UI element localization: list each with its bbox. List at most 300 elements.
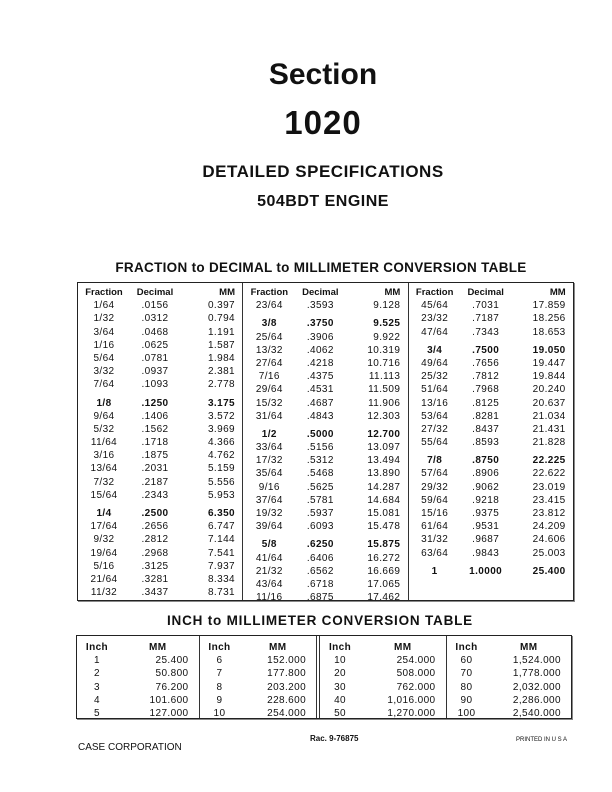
table-row (78, 489, 242, 502)
table-row (447, 681, 571, 694)
decimal-cell: .0937 (141, 366, 169, 378)
decimal-cell: .8281 (472, 410, 500, 422)
fraction-cell: 5/32 (93, 423, 115, 435)
decimal-cell: .3593 (306, 300, 334, 312)
mm-cell: 17.065 (367, 578, 401, 590)
fraction-cell: 55/64 (421, 437, 449, 449)
table-row (243, 507, 407, 520)
table-header-row (77, 641, 199, 654)
table-row (409, 383, 573, 396)
mm-cell: 2,540.000 (512, 707, 561, 719)
fraction-cell: 41/64 (255, 552, 283, 564)
table-row (409, 494, 573, 507)
table-row (78, 560, 242, 573)
table-row (320, 694, 445, 707)
mm-cell: 76.200 (155, 681, 189, 693)
mm-cell: 4.366 (207, 437, 235, 449)
mm-cell: 1.191 (207, 326, 235, 338)
table-row (447, 694, 571, 707)
mm-cell: 15.875 (367, 539, 401, 551)
decimal-cell: .9218 (472, 494, 500, 506)
mm-cell: 7.541 (207, 547, 235, 559)
table-row (243, 344, 407, 357)
table-row (78, 339, 242, 352)
fraction-cell: 19/32 (255, 508, 283, 519)
fraction-cell: 15/64 (90, 489, 118, 501)
mm-cell: 13.890 (367, 468, 401, 480)
fraction-cell: 7/16 (258, 371, 280, 383)
decimal-cell: .7812 (472, 371, 500, 383)
fraction-cell: 29/32 (421, 481, 449, 493)
mm-cell: 152.000 (267, 655, 307, 667)
fraction-cell: 15/16 (421, 508, 449, 519)
inch-cell: 6 (216, 655, 223, 667)
mm-cell: 5.556 (207, 476, 235, 488)
table-row (78, 365, 242, 378)
fraction-cell: 51/64 (421, 384, 449, 396)
section-label: Section (268, 58, 378, 91)
mm-cell: 24.209 (532, 521, 566, 533)
decimal-cell: .0781 (141, 352, 169, 364)
fraction-cell: 59/64 (421, 494, 449, 506)
fraction-cell: 49/64 (421, 357, 449, 369)
fraction-column (243, 283, 408, 604)
mm-cell: 254.000 (396, 655, 436, 667)
fraction-cell: 5/16 (93, 560, 115, 572)
table-row (77, 694, 199, 707)
table-row (78, 397, 242, 410)
fraction-cell: 13/16 (421, 397, 449, 409)
mm-cell: 19.447 (532, 357, 566, 369)
inch-cell: 40 (334, 694, 347, 706)
mm-cell: 228.600 (267, 694, 307, 706)
column-header: Inch (85, 642, 109, 653)
fraction-cell: 47/64 (421, 326, 449, 338)
inch-cell: 70 (460, 668, 473, 680)
table-row (200, 654, 317, 667)
table-row (243, 481, 407, 494)
decimal-cell: .1250 (141, 397, 169, 409)
decimal-cell: .7656 (472, 357, 500, 369)
fraction-cell: 11/32 (90, 587, 118, 599)
decimal-cell: .7500 (472, 344, 500, 356)
fraction-cell: 57/64 (421, 468, 449, 480)
fraction-cell: 1/2 (261, 428, 277, 440)
inch-cell: 9 (216, 694, 223, 706)
table-row (243, 538, 407, 551)
mm-cell: 22.225 (532, 455, 566, 467)
fraction-cell: 9/64 (93, 410, 115, 422)
decimal-cell: .9843 (472, 547, 500, 559)
fraction-cell: 27/32 (421, 423, 449, 435)
mm-cell: 20.240 (532, 384, 566, 396)
decimal-cell: .4531 (306, 384, 334, 396)
decimal-cell: .7968 (472, 384, 500, 396)
mm-cell: 19.050 (532, 344, 566, 356)
decimal-cell: .8750 (472, 455, 500, 467)
mm-cell: 1,524.000 (512, 655, 561, 667)
mm-cell: 5.159 (207, 463, 235, 475)
inch-cell: 4 (94, 694, 100, 706)
decimal-cell: .8437 (472, 423, 500, 435)
fraction-cell: 3/16 (93, 450, 115, 462)
decimal-cell: .4843 (306, 410, 334, 422)
decimal-cell: .4062 (306, 344, 334, 356)
mm-cell: 2.381 (207, 366, 235, 378)
table-header-row (447, 641, 571, 654)
inch-cell: 3 (94, 681, 100, 693)
table-row (409, 299, 573, 312)
table-row (243, 331, 407, 344)
decimal-cell: .5000 (306, 428, 334, 440)
table-row (409, 481, 573, 494)
decimal-cell: .5781 (306, 494, 334, 506)
table-row (78, 312, 242, 325)
mm-cell: 14.287 (367, 481, 401, 493)
table-row (243, 428, 407, 441)
inch-cell: 5 (94, 707, 100, 719)
fraction-cell: 23/64 (255, 300, 283, 312)
decimal-cell: .9375 (472, 508, 500, 519)
table-row (243, 591, 407, 604)
table-row (78, 586, 242, 599)
fraction-cell: 19/64 (90, 547, 118, 559)
fraction-table-title: FRACTION to DECIMAL to MILLIMETER CONVERSION TABLE (115, 260, 527, 275)
decimal-cell: .3281 (141, 573, 169, 585)
table-row (78, 352, 242, 365)
inch-column (447, 636, 571, 718)
mm-cell: 8.334 (207, 573, 235, 585)
fraction-cell: 3/4 (427, 344, 443, 356)
table-row (78, 520, 242, 533)
mm-cell: 1.587 (207, 339, 235, 351)
fraction-column (78, 283, 243, 600)
mm-cell: 10.716 (367, 357, 401, 369)
decimal-cell: .2031 (141, 463, 169, 475)
table-row (320, 667, 445, 680)
table-row (78, 476, 242, 489)
inch-cell: 10 (213, 707, 226, 719)
inch-cell: 30 (334, 681, 347, 693)
mm-cell: 1,016.000 (387, 694, 436, 706)
decimal-cell: .5468 (306, 468, 334, 480)
decimal-cell: .4218 (306, 357, 334, 369)
printed-in-usa: PRINTED IN U S A (516, 737, 568, 743)
column-header: Fraction (250, 287, 289, 298)
table-row (243, 565, 407, 578)
fraction-cell: 25/64 (255, 331, 283, 343)
fraction-cell: 3/8 (261, 318, 277, 330)
mm-cell: 23.019 (532, 481, 566, 493)
table-row (243, 520, 407, 533)
mm-cell: 16.669 (367, 565, 401, 577)
fraction-cell: 1 (431, 565, 438, 577)
table-row (320, 707, 445, 720)
mm-cell: 203.200 (267, 681, 307, 693)
table-row (409, 533, 573, 546)
mm-cell: 2,032.000 (512, 681, 561, 693)
mm-cell: 21.828 (532, 437, 566, 449)
mm-cell: 12.700 (367, 428, 401, 440)
mm-cell: 21.431 (532, 423, 566, 435)
table-row (409, 547, 573, 560)
column-header: MM (149, 642, 167, 653)
mm-cell: 254.000 (267, 707, 307, 719)
fraction-cell: 23/32 (421, 313, 449, 325)
fraction-cell: 15/32 (255, 397, 283, 409)
fraction-cell: 37/64 (255, 494, 283, 506)
inch-cell: 20 (334, 668, 347, 680)
fraction-cell: 5/64 (93, 352, 115, 364)
fraction-cell: 45/64 (421, 300, 449, 312)
fraction-cell: 1/64 (93, 300, 115, 312)
mm-cell: 17.462 (367, 592, 401, 604)
fraction-cell: 9/32 (93, 534, 115, 546)
company-name: CASE CORPORATION (78, 742, 182, 753)
table-row (243, 317, 407, 330)
decimal-cell: .1875 (141, 450, 169, 462)
decimal-cell: .6093 (306, 521, 334, 533)
decimal-cell: .3906 (306, 331, 334, 343)
decimal-cell: .1406 (141, 410, 169, 422)
mm-cell: 16.272 (367, 552, 401, 564)
mm-cell: 508.000 (396, 668, 436, 680)
decimal-cell: .6875 (306, 592, 334, 604)
table-row (78, 449, 242, 462)
decimal-cell: .7343 (472, 326, 500, 338)
table-row (409, 507, 573, 520)
table-row (243, 441, 407, 454)
table-row (78, 462, 242, 475)
table-row (409, 312, 573, 325)
table-row (243, 410, 407, 423)
table-row (200, 707, 317, 720)
mm-cell: 23.415 (532, 494, 566, 506)
table-row (243, 494, 407, 507)
fraction-cell: 63/64 (421, 547, 449, 559)
decimal-cell: .4687 (306, 397, 334, 409)
mm-cell: 127.000 (149, 707, 189, 719)
table-row (409, 520, 573, 533)
table-row (409, 326, 573, 339)
inch-cell: 8 (216, 681, 223, 693)
fraction-cell: 33/64 (255, 442, 283, 454)
inch-cell: 80 (460, 681, 473, 693)
decimal-cell: .2968 (141, 547, 169, 559)
fraction-cell: 39/64 (255, 521, 283, 533)
fraction-cell: 7/32 (93, 476, 115, 488)
inch-cell: 2 (94, 668, 100, 680)
mm-cell: 13.097 (367, 442, 401, 454)
decimal-cell: .1718 (141, 437, 169, 449)
table-row (78, 436, 242, 449)
decimal-cell: .8125 (472, 397, 500, 409)
table-row (320, 681, 445, 694)
table-header-row (243, 286, 407, 299)
decimal-cell: .6562 (306, 565, 334, 577)
mm-cell: 12.303 (367, 410, 401, 422)
table-row (320, 654, 445, 667)
column-header: MM (549, 287, 566, 298)
table-header-row (200, 641, 317, 654)
decimal-cell: .7031 (472, 300, 500, 312)
mm-cell: 9.922 (373, 331, 401, 343)
decimal-cell: .3750 (306, 318, 334, 330)
fraction-cell: 1/32 (93, 313, 115, 325)
inch-conversion-table (76, 635, 572, 719)
decimal-cell: 1.0000 (469, 565, 503, 577)
fraction-cell: 13/32 (255, 344, 283, 356)
decimal-cell: .5156 (306, 442, 334, 454)
mm-cell: 1,270.000 (387, 707, 436, 719)
mm-cell: 21.034 (532, 410, 566, 422)
table-row (78, 507, 242, 520)
table-row (409, 454, 573, 467)
mm-cell: 15.478 (367, 521, 401, 533)
mm-cell: 8.731 (207, 587, 235, 599)
decimal-cell: .2187 (141, 476, 169, 488)
column-header: MM (384, 287, 401, 298)
fraction-cell: 11/16 (256, 592, 283, 604)
page-subtitle: DETAILED SPECIFICATIONS (202, 162, 444, 181)
decimal-cell: .1093 (141, 379, 169, 391)
reference-number: Rac. 9-76875 (310, 734, 359, 743)
decimal-cell: .3125 (141, 560, 169, 572)
inch-table-title: INCH to MILLIMETER CONVERSION TABLE (167, 613, 473, 628)
mm-cell: 11.509 (368, 384, 401, 396)
mm-cell: 14.684 (367, 494, 401, 506)
mm-cell: 5.953 (207, 489, 235, 501)
fraction-cell: 21/32 (255, 565, 283, 577)
table-row (447, 667, 571, 680)
fraction-cell: 9/16 (258, 481, 280, 493)
mm-cell: 7.144 (207, 534, 235, 546)
mm-cell: 101.600 (149, 694, 189, 706)
decimal-cell: .2812 (141, 534, 169, 546)
fraction-cell: 31/64 (255, 410, 283, 422)
table-row (78, 423, 242, 436)
decimal-cell: .7187 (472, 313, 500, 325)
inch-cell: 50 (334, 707, 347, 719)
fraction-cell: 43/64 (255, 578, 283, 590)
table-header-row (320, 641, 445, 654)
mm-cell: 0.794 (207, 313, 235, 325)
mm-cell: 23.812 (532, 508, 566, 519)
decimal-cell: .9062 (472, 481, 500, 493)
decimal-cell: .5312 (306, 455, 334, 467)
mm-cell: 18.256 (532, 313, 566, 325)
fraction-cell: 53/64 (421, 410, 449, 422)
fraction-cell: 31/32 (421, 534, 449, 546)
decimal-cell: .5937 (306, 508, 334, 519)
inch-cell: 7 (216, 668, 223, 680)
mm-cell: 25.400 (532, 565, 566, 577)
mm-cell: 6.747 (207, 521, 235, 533)
decimal-cell: .2500 (141, 508, 169, 519)
decimal-cell: .9687 (472, 534, 500, 546)
table-row (447, 654, 571, 667)
inch-cell: 60 (460, 655, 473, 667)
fraction-cell: 7/64 (93, 379, 115, 391)
mm-cell: 6.350 (207, 508, 235, 519)
table-row (409, 410, 573, 423)
mm-cell: 20.637 (532, 397, 566, 409)
decimal-cell: .2656 (141, 521, 169, 533)
table-row (409, 565, 573, 578)
inch-cell: 10 (334, 655, 347, 667)
decimal-cell: .9531 (472, 521, 500, 533)
table-row (243, 299, 407, 312)
decimal-cell: .2343 (141, 489, 169, 501)
fraction-conversion-table (77, 282, 574, 604)
table-row (77, 707, 199, 720)
table-header-row (78, 286, 242, 299)
table-row (77, 654, 199, 667)
section-number: 1020 (284, 104, 362, 141)
mm-cell: 2.778 (207, 379, 235, 391)
mm-cell: 177.800 (267, 668, 307, 680)
table-row (78, 573, 242, 586)
table-header-row (409, 286, 573, 299)
fraction-cell: 1/4 (96, 508, 112, 519)
table-row (200, 694, 317, 707)
mm-cell: 762.000 (396, 681, 436, 693)
table-row (409, 467, 573, 480)
table-row (78, 326, 242, 339)
fraction-cell: 5/8 (261, 539, 277, 551)
decimal-cell: .6250 (306, 539, 334, 551)
table-row (243, 578, 407, 591)
column-header: Fraction (85, 287, 123, 298)
fraction-column (409, 283, 573, 600)
table-row (243, 357, 407, 370)
table-row (78, 299, 242, 312)
column-header: Decimal (136, 287, 174, 298)
inch-cell: 100 (457, 707, 476, 719)
table-row (78, 410, 242, 423)
table-row (243, 397, 407, 410)
mm-cell: 19.844 (532, 371, 566, 383)
column-header: Inch (455, 642, 478, 653)
mm-cell: 1.984 (207, 352, 235, 364)
mm-cell: 25.003 (532, 547, 566, 559)
mm-cell: 15.081 (367, 508, 401, 519)
fraction-cell: 25/32 (421, 371, 449, 383)
mm-cell: 3.175 (207, 397, 235, 409)
mm-cell: 10.319 (367, 344, 401, 356)
decimal-cell: .8593 (472, 437, 500, 449)
decimal-cell: .0312 (141, 313, 169, 325)
decimal-cell: .4375 (306, 371, 334, 383)
table-row (447, 707, 571, 720)
inch-column (200, 636, 321, 718)
table-row (243, 552, 407, 565)
decimal-cell: .0156 (141, 300, 169, 312)
fraction-cell: 35/64 (255, 468, 283, 480)
mm-cell: 11.113 (368, 371, 401, 383)
table-row (200, 681, 317, 694)
mm-cell: 7.937 (207, 560, 235, 572)
fraction-cell: 29/64 (255, 384, 283, 396)
fraction-cell: 21/64 (90, 573, 118, 585)
column-header: MM (520, 642, 538, 653)
mm-cell: 25.400 (155, 655, 189, 667)
column-header: Decimal (467, 287, 504, 298)
mm-cell: 1,778.000 (512, 668, 561, 680)
inch-cell: 1 (94, 655, 100, 667)
table-row (78, 547, 242, 560)
column-header: MM (394, 642, 412, 653)
